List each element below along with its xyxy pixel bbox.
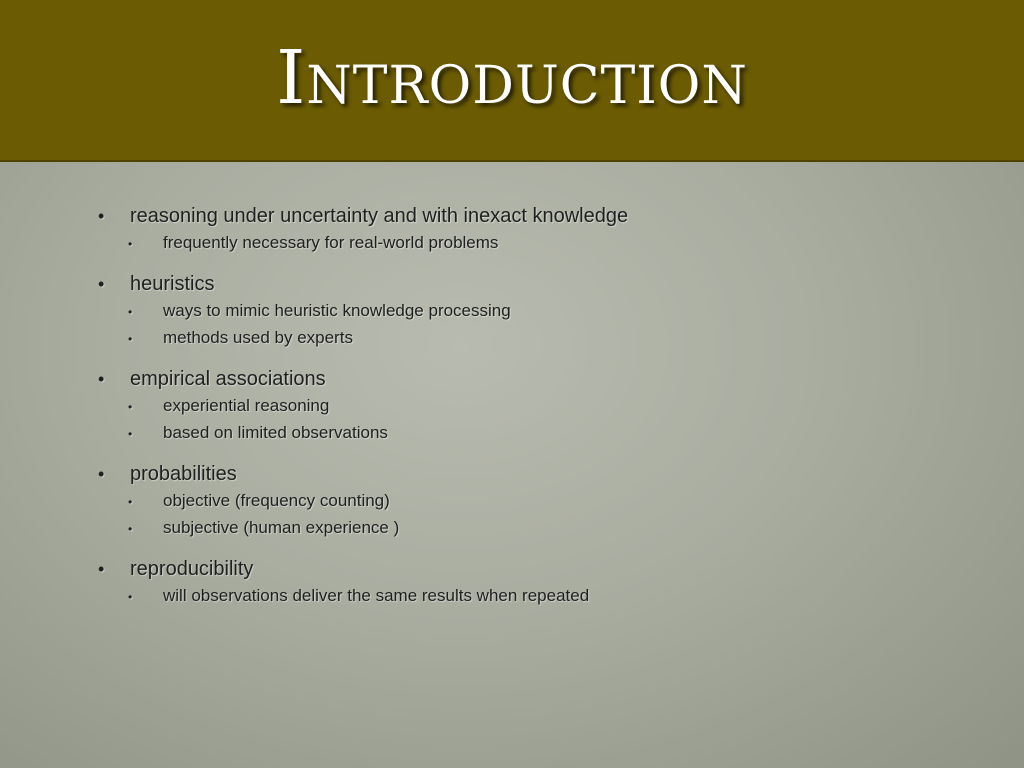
sub-bullet-icon: • xyxy=(128,495,133,509)
bullet-list xyxy=(98,203,978,624)
sub-bullet-icon: • xyxy=(128,427,133,441)
sub-bullet-item xyxy=(98,325,978,352)
sub-bullet-text: will observations deliver the same results when repeated xyxy=(163,586,590,605)
bullet-group xyxy=(98,556,978,610)
bullet-group xyxy=(98,366,978,447)
sub-bullet-text: ways to mimic heuristic knowledge processing xyxy=(163,301,511,320)
bullet-icon: • xyxy=(98,559,105,579)
sub-bullet-text: subjective (human experience ) xyxy=(163,518,400,537)
sub-bullet-item xyxy=(98,230,978,257)
sub-bullet-icon: • xyxy=(128,332,133,346)
sub-bullet-text: experiential reasoning xyxy=(163,396,330,415)
bullet-icon: • xyxy=(98,464,105,484)
bullet-group xyxy=(98,203,978,257)
sub-bullet-item xyxy=(98,583,978,610)
sub-bullet-icon: • xyxy=(128,237,133,251)
sub-bullet-icon: • xyxy=(128,522,133,536)
sub-bullet-item xyxy=(98,393,978,420)
sub-bullet-text: objective (frequency counting) xyxy=(163,491,390,510)
bullet-icon: • xyxy=(98,274,105,294)
sub-bullet-item xyxy=(98,488,978,515)
sub-bullet-text: methods used by experts xyxy=(163,328,353,347)
sub-bullet-icon: • xyxy=(128,590,133,604)
bullet-text: reproducibility xyxy=(130,558,254,580)
bullet-item xyxy=(98,271,978,298)
slide-title: Introduction xyxy=(276,35,748,121)
sub-bullet-item xyxy=(98,420,978,447)
bullet-text: empirical associations xyxy=(130,368,326,390)
bullet-item xyxy=(98,203,978,230)
sub-bullet-text: based on limited observations xyxy=(163,423,388,442)
bullet-item xyxy=(98,461,978,488)
bullet-group xyxy=(98,271,978,352)
bullet-text: reasoning under uncertainty and with inexact knowledge xyxy=(130,205,629,227)
sub-bullet-text: frequently necessary for real-world problems xyxy=(163,233,499,252)
bullet-group xyxy=(98,461,978,542)
bullet-icon: • xyxy=(98,369,105,389)
bullet-item xyxy=(98,366,978,393)
bullet-text: heuristics xyxy=(130,273,215,295)
sub-bullet-item xyxy=(98,298,978,325)
bullet-text: probabilities xyxy=(130,463,237,485)
sub-bullet-icon: • xyxy=(128,305,133,319)
title-bar xyxy=(0,0,1024,162)
sub-bullet-item xyxy=(98,515,978,542)
bullet-item xyxy=(98,556,978,583)
bullet-icon: • xyxy=(98,206,105,226)
sub-bullet-icon: • xyxy=(128,400,133,414)
